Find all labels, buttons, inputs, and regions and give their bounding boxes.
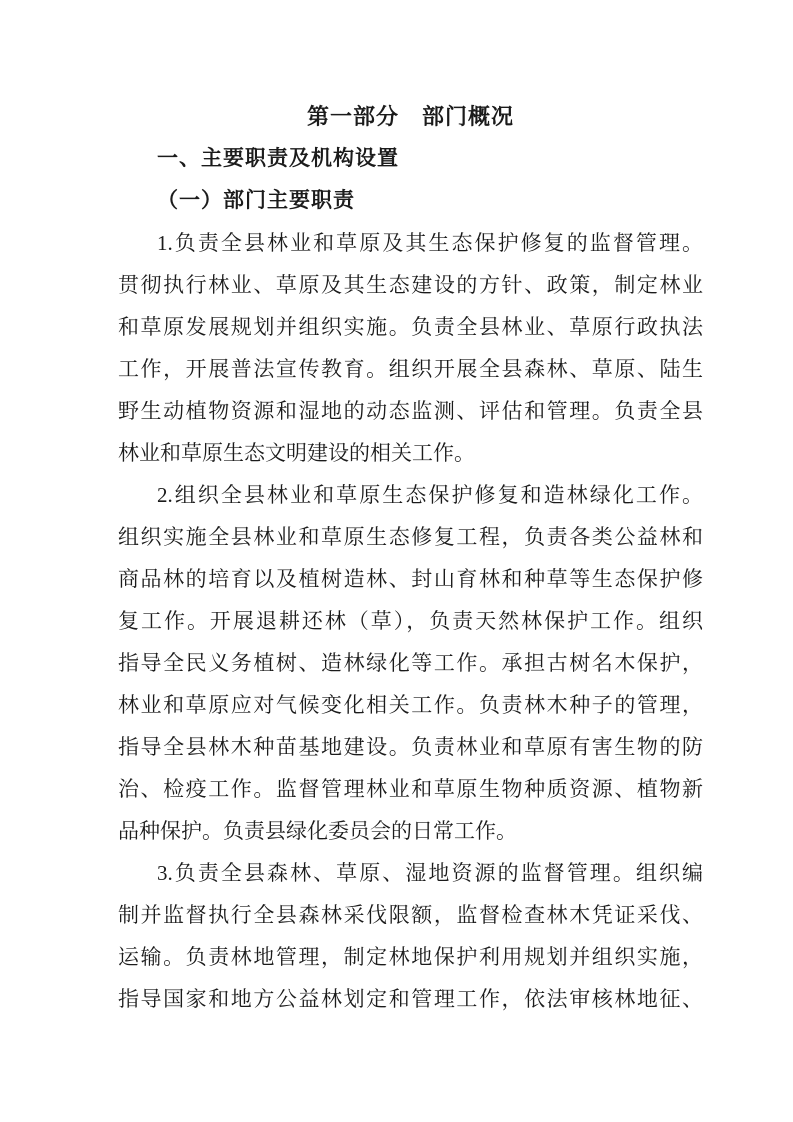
body-line: 运输。负责林地管理，制定林地保护利用规划并组织实施，	[118, 945, 703, 969]
section-heading: 一、主要职责及机构设置	[157, 147, 399, 170]
paragraph	[118, 222, 703, 474]
body-line: 贯彻执行林业、草原及其生态建设的方针、政策，制定林业	[118, 273, 703, 297]
body-line: 林业和草原应对气候变化相关工作。负责林木种子的管理，	[118, 693, 703, 717]
body-line: 指导全民义务植树、造林绿化等工作。承担古树名木保护，	[118, 651, 703, 675]
body-line: 指导国家和地方公益林划定和管理工作，依法审核林地征、	[118, 987, 703, 1011]
body-line: 组织实施全县林业和草原生态修复工程，负责各类公益林和	[118, 525, 703, 549]
body-line: 商品林的培育以及植树造林、封山育林和种草等生态保护修	[118, 567, 703, 591]
text-column	[118, 96, 703, 1020]
body-line: 工作，开展普法宣传教育。组织开展全县森林、草原、陆生	[118, 357, 703, 381]
body-line: 1.负责全县林业和草原及其生态保护修复的监督管理。	[157, 231, 703, 255]
paragraph	[118, 474, 703, 852]
body-line: 林业和草原生态文明建设的相关工作。	[118, 441, 475, 465]
body-line: 复工作。开展退耕还林（草），负责天然林保护工作。组织	[118, 609, 703, 633]
body-line: 和草原发展规划并组织实施。负责全县林业、草原行政执法	[118, 315, 703, 339]
paragraph	[118, 852, 703, 1020]
body-line: 2.组织全县林业和草原生态保护修复和造林绿化工作。	[157, 483, 703, 507]
body-line: 野生动植物资源和湿地的动态监测、评估和管理。负责全县	[118, 399, 703, 423]
document-title: 第一部分 部门概况	[306, 104, 514, 129]
body-line: 制并监督执行全县森林采伐限额，监督检查林木凭证采伐、	[118, 903, 703, 927]
body-line: 品种保护。负责县绿化委员会的日常工作。	[118, 819, 517, 843]
body-line: 治、检疫工作。监督管理林业和草原生物种质资源、植物新	[118, 777, 703, 801]
body-line: 指导全县林木种苗基地建设。负责林业和草原有害生物的防	[118, 735, 703, 759]
body-line: 3.负责全县森林、草原、湿地资源的监督管理。组织编	[157, 861, 703, 885]
subsection-heading: （一）部门主要职责	[157, 189, 355, 212]
